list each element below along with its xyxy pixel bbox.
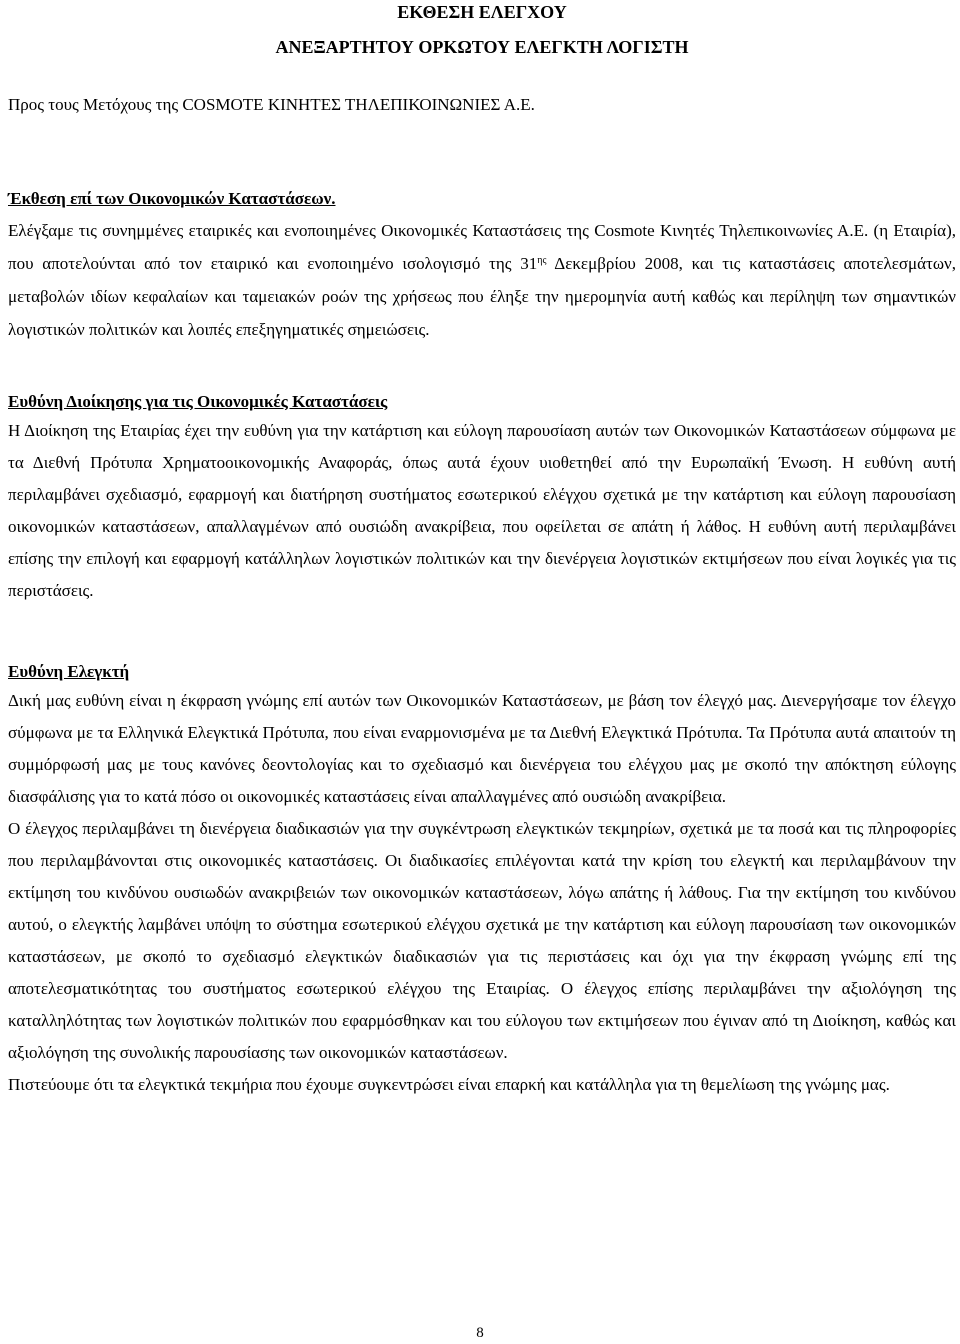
intro-paragraph (8, 214, 956, 346)
ordinal-superscript: ης (537, 255, 547, 266)
auditor-paragraph-2: Ο έλεγχος περιλαμβάνει τη διενέργεια διαδικασιών για την συγκέντρωση ελεγκτικών τεκμηρίων, σχετικά με τα ποσά και τις πληροφορίες που περιλαμβάνονται στις οικονομικές καταστάσεις. Οι διαδικασίες επιλέγονται κατά την κρίση του ελεγκτή και περιλαμβάνουν την εκτίμηση του κινδύνου ουσιωδών ανακριβειών των οικονομικών καταστάσεων, λόγω απάτης ή λάθους. Για την εκτίμηση του κινδύνου αυτού, ο ελεγκτής λαμβάνει υπόψη το σύστημα εσωτερικού ελέγχου σχετικά με την κατάρτιση και εύλογη παρουσίαση των οικονομικών καταστάσεων, με σκοπό το σχεδιασμό ελεγκτικών διαδικασιών για τις περιστάσεις και όχι για την έκφραση γνώμης επί της αποτελεσματικότητας του συστήματος εσωτερικού ελέγχου της Εταιρίας. Ο έλεγχος επίσης περιλαμβάνει την αξιολόγηση της καταλληλότητας των λογιστικών πολιτικών που εφαρμόσθηκαν και του εύλογου των εκτιμήσεων που έγιναν από τη Διοίκηση, καθώς και αξιολόγηση της συνολικής παρουσίασης των οικονομικών καταστάσεων. (8, 819, 956, 1062)
section-heading-financial-statements: Έκθεση επί των Οικονομικών Καταστάσεων. (8, 189, 336, 208)
page-number: 8 (476, 1325, 484, 1341)
report-title: ΕΚΘΕΣΗ ΕΛΕΓΧΟΥ (397, 2, 567, 22)
report-subtitle: ΑΝΕΞΑΡΤΗΤΟΥ ΟΡΚΩΤΟΥ ΕΛΕΓΚΤΗ ΛΟΓΙΣΤΗ (275, 37, 689, 57)
management-responsibility-paragraph: Η Διοίκηση της Εταιρίας έχει την ευθύνη για την κατάρτιση και εύλογη παρουσίαση αυτών των Οικονομικών Καταστάσεων σύμφωνα με τα Διεθνή Πρότυπα Χρηματοοικονομικής Αναφοράς, όπως αυτά έχουν υιοθετηθεί από την Ευρωπαϊκή Ένωση. Η ευθύνη αυτή περιλαμβάνει σχεδιασμό, εφαρμογή και διατήρηση συστήματος εσωτερικού ελέγχου σχετικά με την κατάρτιση και εύλογη παρουσίαση οικονομικών καταστάσεων, απαλλαγμένων από ουσιώδη ανακρίβεια, που οφείλεται σε απάτη ή λάθος. Η ευθύνη αυτή περιλαμβάνει επίσης την επιλογή και εφαρμογή κατάλληλων λογιστικών πολιτικών και την διενέργεια λογιστικών εκτιμήσεων που είναι λογικές για τις περιστάσεις. (8, 421, 956, 600)
intro-paragraph-text: Ελέγξαμε τις συνημμένες εταιρικές και ενοποιημένες Οικονομικές Καταστάσεις της Cosmote Κινητές Τηλεπικοινωνίες Α.Ε. (η Εταιρία), που αποτελούνται από τον εταιρικό και ενοποιημένο ισολογισμό της 31 (8, 221, 956, 273)
section-heading-management-responsibility: Ευθύνη Διοίκησης για τις Οικονομικές Καταστάσεις (8, 392, 388, 411)
section-heading-auditor-responsibility: Ευθύνη Ελεγκτή (8, 662, 130, 681)
auditor-paragraph-3: Πιστεύουμε ότι τα ελεγκτικά τεκμήρια που έχουμε συγκεντρώσει είναι επαρκή και κατάλληλα για τη θεμελίωση της γνώμης μας. (8, 1075, 890, 1094)
intro-paragraph-continuation: Δεκεμβρίου 2008, και τις καταστάσεις αποτελεσμάτων, μεταβολών ιδίων κεφαλαίων και ταμειακών ροών της χρήσεως που έληξε την ημερομηνία αυτή καθώς και περίληψη των σημαντικών λογιστικών πολιτικών και λοιπές επεξηγηματικές σημειώσεις. (8, 254, 956, 339)
document-page (8, 0, 956, 1101)
addressee-line: Προς τους Μετόχους της COSMOTE ΚΙΝΗΤΕΣ ΤΗΛΕΠΙΚΟΙΝΩΝΙΕΣ Α.Ε. (8, 95, 535, 114)
auditor-paragraph-1: Δική μας ευθύνη είναι η έκφραση γνώμης επί αυτών των Οικονομικών Καταστάσεων, με βάση τον έλεγχό μας. Διενεργήσαμε τον έλεγχο σύμφωνα με τα Ελληνικά Ελεγκτικά Πρότυπα, που είναι εναρμονισμένα με τα Διεθνή Ελεγκτικά Πρότυπα. Τα Πρότυπα αυτά απαιτούν τη συμμόρφωσή μας με τους κανόνες δεοντολογίας και το σχεδιασμό και διενέργεια του ελέγχου μας με σκοπό την απόκτηση εύλογης διασφάλισης για το κατά πόσο οι οικονομικές καταστάσεις είναι απαλλαγμένες από ουσιώδη ανακρίβεια. (8, 691, 956, 806)
